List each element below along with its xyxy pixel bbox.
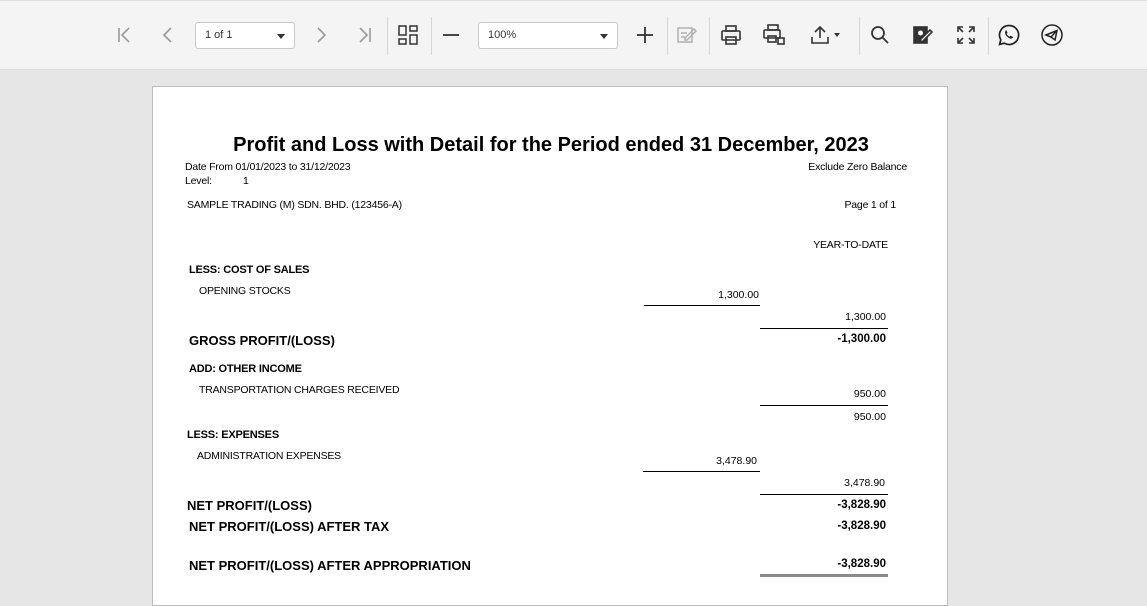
chevron-down-icon xyxy=(600,34,608,39)
section-heading-cost-of-sales: LESS: COST OF SALES xyxy=(189,264,310,276)
toolbar-divider xyxy=(387,17,388,55)
line-item-amount: 3,478.90 xyxy=(716,455,757,467)
toolbar-divider xyxy=(988,17,989,55)
fullscreen-icon xyxy=(954,23,978,47)
telegram-button[interactable] xyxy=(1035,18,1069,52)
level-label: Level: xyxy=(185,175,212,187)
edit-form-icon xyxy=(675,23,699,47)
whatsapp-icon xyxy=(997,23,1021,47)
thumbnails-icon xyxy=(396,23,420,47)
date-range: Date From 01/01/2023 to 31/12/2023 xyxy=(185,161,351,173)
export-button[interactable] xyxy=(802,18,846,52)
column-header-ytd: YEAR-TO-DATE xyxy=(813,239,888,251)
print-icon xyxy=(719,23,743,47)
toolbar-divider xyxy=(859,17,860,55)
underline xyxy=(760,494,888,495)
page-info: Page 1 of 1 xyxy=(844,199,896,211)
underline xyxy=(760,328,888,329)
underline xyxy=(644,305,760,306)
telegram-icon xyxy=(1040,23,1064,47)
print-layout-button[interactable] xyxy=(757,18,791,52)
first-page-button[interactable] xyxy=(108,18,142,52)
toolbar-divider xyxy=(667,17,668,55)
zoom-out-icon xyxy=(439,23,463,47)
edit-form-button[interactable] xyxy=(670,18,704,52)
chevron-down-icon xyxy=(277,34,285,39)
section-heading-other-income: ADD: OTHER INCOME xyxy=(189,363,302,375)
underline xyxy=(643,471,760,472)
chevron-down-icon xyxy=(834,33,840,37)
exclude-zero-balance: Exclude Zero Balance xyxy=(808,161,907,173)
thumbnails-button[interactable] xyxy=(391,18,425,52)
search-icon xyxy=(868,23,892,47)
net-profit-after-tax-label: NET PROFIT/(LOSS) AFTER TAX xyxy=(189,519,390,534)
viewer-toolbar xyxy=(0,0,1147,70)
underline xyxy=(760,405,888,406)
line-item-label: TRANSPORTATION CHARGES RECEIVED xyxy=(199,384,400,396)
print-button[interactable] xyxy=(714,18,748,52)
zoom-in-icon xyxy=(633,23,657,47)
line-item-amount: 1,300.00 xyxy=(718,289,759,301)
net-profit-after-appropriation-amount: -3,828.90 xyxy=(837,558,886,570)
zoom-out-button[interactable] xyxy=(434,18,468,52)
fullscreen-button[interactable] xyxy=(949,18,983,52)
zoom-select-value: 100% xyxy=(488,29,517,41)
export-icon xyxy=(808,23,832,47)
section-heading-expenses: LESS: EXPENSES xyxy=(187,429,279,441)
section-subtotal: 1,300.00 xyxy=(845,311,886,323)
sign-button[interactable] xyxy=(906,18,940,52)
net-profit-after-appropriation-label: NET PROFIT/(LOSS) AFTER APPROPRIATION xyxy=(189,558,471,573)
next-page-icon xyxy=(309,23,333,47)
gross-profit-label: GROSS PROFIT/(LOSS) xyxy=(189,333,335,348)
line-item-amount: 950.00 xyxy=(853,388,886,400)
section-subtotal: 3,478.90 xyxy=(844,477,885,489)
section-subtotal: 950.00 xyxy=(853,411,886,423)
toolbar-divider xyxy=(431,17,432,55)
zoom-select[interactable] xyxy=(478,22,618,49)
sign-icon xyxy=(911,23,935,47)
line-item-label: ADMINISTRATION EXPENSES xyxy=(197,450,341,462)
line-item-label: OPENING STOCKS xyxy=(199,285,291,297)
last-page-button[interactable] xyxy=(347,18,381,52)
next-page-button[interactable] xyxy=(304,18,338,52)
print-layout-icon xyxy=(762,23,786,47)
report-page xyxy=(152,86,948,606)
toolbar-divider xyxy=(709,17,710,55)
level-value: 1 xyxy=(243,175,249,187)
page-select[interactable] xyxy=(195,22,295,49)
company-name: SAMPLE TRADING (M) SDN. BHD. (123456-A) xyxy=(187,199,402,211)
last-page-icon xyxy=(352,23,376,47)
page-select-value: 1 of 1 xyxy=(205,29,233,41)
net-profit-label: NET PROFIT/(LOSS) xyxy=(187,498,312,513)
first-page-icon xyxy=(113,23,137,47)
gross-profit-amount: -1,300.00 xyxy=(837,333,886,345)
net-profit-after-tax-amount: -3,828.90 xyxy=(837,520,886,532)
search-button[interactable] xyxy=(863,18,897,52)
zoom-in-button[interactable] xyxy=(628,18,662,52)
net-profit-amount: -3,828.90 xyxy=(837,499,886,511)
double-underline xyxy=(760,574,888,577)
whatsapp-button[interactable] xyxy=(992,18,1026,52)
report-title: Profit and Loss with Detail for the Period ended 31 December, 2023 xyxy=(233,134,869,156)
previous-page-icon xyxy=(156,23,180,47)
previous-page-button[interactable] xyxy=(151,18,185,52)
